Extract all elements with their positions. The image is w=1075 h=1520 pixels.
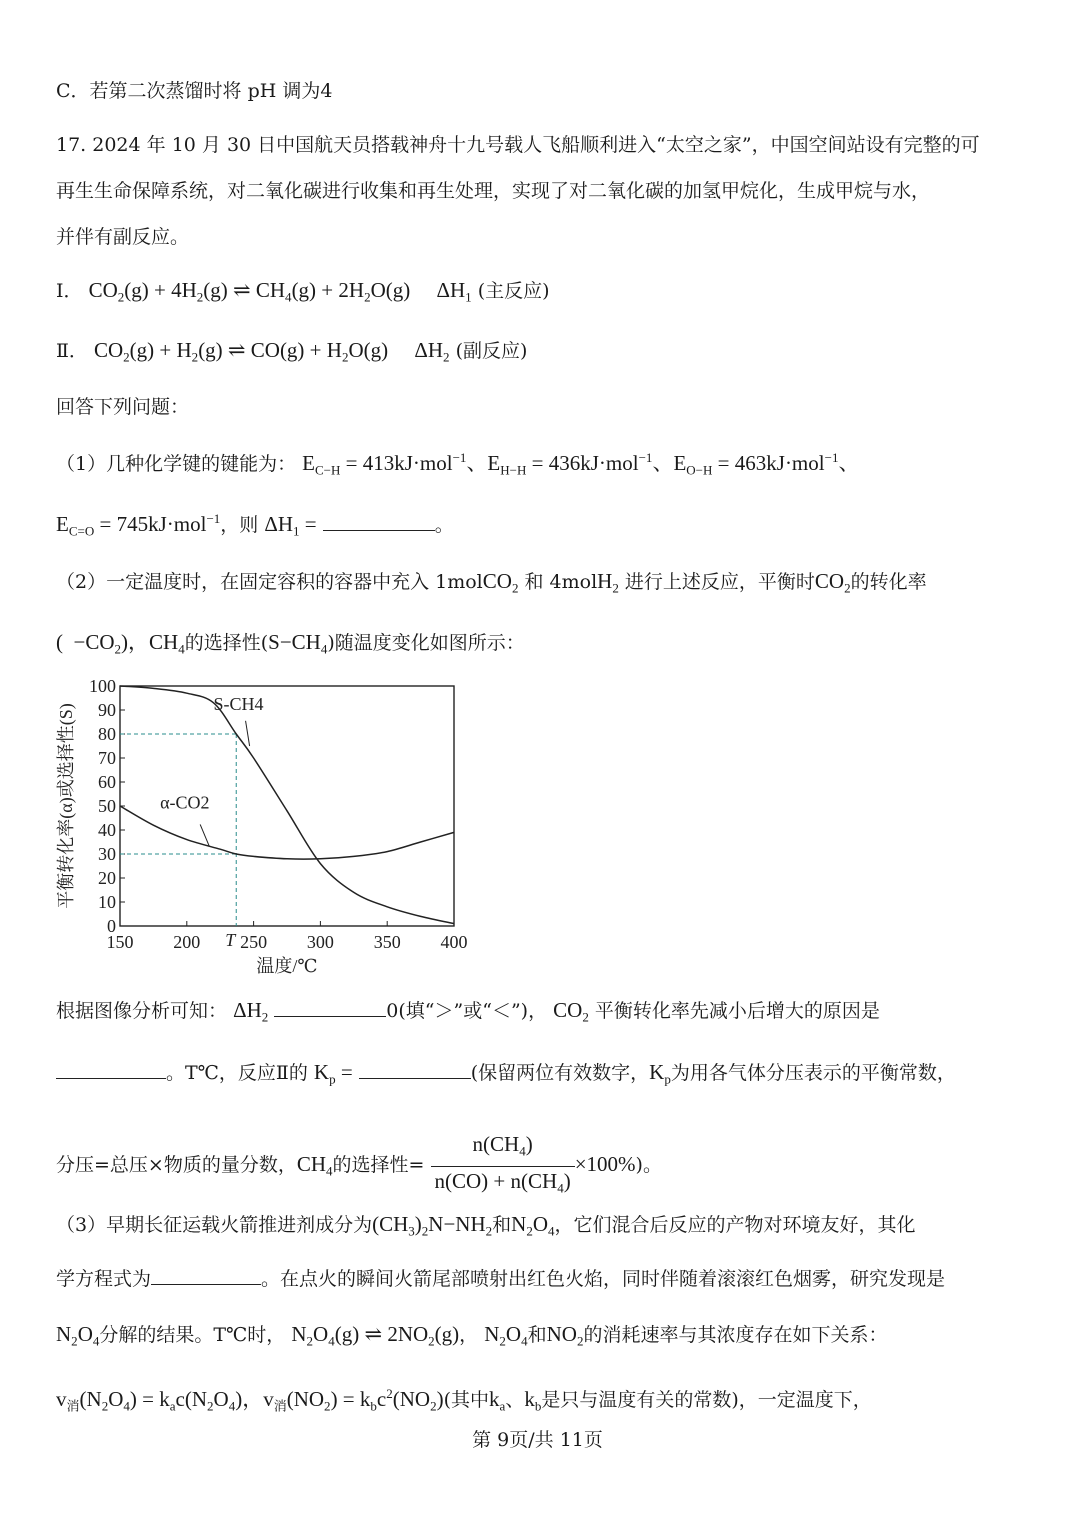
answer-blank-dh2-sign[interactable] (274, 998, 386, 1017)
y-tick-label: 40 (98, 820, 116, 840)
y-tick-label: 100 (89, 676, 116, 696)
series-label-alpha-co2: α-CO2 (160, 792, 210, 813)
q17-intro-line2: 再生生命保障系统，对二氧化碳进行收集和再生处理，实现了对二氧化碳的加氢甲烷化，生成甲烷与水， (56, 180, 931, 202)
reaction-1: Ⅰ． $CO_2(g) + 4H_2(g)$ ⇌ $CH_4(g) + 2H_2O(g)$ $\Delta H_1$ (主反应) (56, 278, 550, 305)
y-tick-label: 80 (98, 724, 116, 744)
q17-intro-line3: 并伴有副反应。 (56, 226, 190, 248)
answer-blank-dh1[interactable] (323, 512, 435, 531)
y-tick-label: 0 (107, 916, 116, 936)
analysis-line1: 根据图像分析可知： $\Delta H_2$ 0(填“＞”或“＜”)， $CO_2$ 平衡转化率先减小后增大的原因是 (56, 998, 880, 1025)
series-label-s-ch4: S-CH4 (213, 694, 264, 714)
analysis-line2: 。T℃，反应Ⅱ的 $K_p$ = (保留两位有效数字，$K_p$为用各气体分压表示的平衡常数， (56, 1058, 956, 1094)
part3-line1: （3）早期长征运载火箭推进剂成分为$(CH_3)_2N-NH_2$和$N_2O_4$，它们混合后反应的产物对环境友好，其化 (56, 1212, 916, 1239)
selectivity-fraction: $\frac{n(CH_4)}{n(CO) + n(CH_4)}$ (431, 1130, 575, 1202)
x-tick-label: 350 (373, 932, 401, 952)
page-footer: 第 9页/共 11页 (472, 1429, 603, 1451)
y-tick-label: 30 (98, 844, 116, 864)
part3-line3: $N_2O_4$分解的结果。T℃时， $N_2O_4(g)$ ⇌ $2NO_2(g)$， $N_2O_4$和$NO_2$的消耗速率与其浓度存在如下关系： (56, 1322, 888, 1349)
reaction-2-equation: $CO_2(g) + H_2(g)$ ⇌ $CO(g) + H_2O(g)$ $\Delta H_2$ (93, 338, 450, 365)
y-tick-label: 50 (98, 796, 116, 816)
series-leader-s-ch4 (246, 721, 250, 746)
y-tick-label: 10 (98, 892, 116, 912)
part1-line2: $E_{C=O} = 745kJ\cdot mol^{-1}$，则 $\Delta H_1$ = 。 (56, 511, 454, 539)
series-line-alpha-co2 (120, 806, 454, 859)
x-tick-label: 150 (106, 932, 134, 952)
x-tick-label: 400 (440, 932, 468, 952)
y-tick-label: 60 (98, 772, 116, 792)
part2-line1: （2）一定温度时，在固定容积的容器中充入 1molCO$_2$ 和 4molH$_2$ 进行上述反应，平衡时$CO_2$的转化率 (56, 569, 927, 596)
part3-line2: 学方程式为 。在点火的瞬间火箭尾部喷射出红色火焰，同时伴随着滚滚红色烟雾，研究发现是 (56, 1268, 946, 1290)
answer-blank-reason[interactable] (56, 1060, 166, 1079)
answer-prompt: 回答下列问题： (56, 396, 190, 418)
option-c: C．若第二次蒸馏时将 pH 调为4 (56, 80, 333, 102)
bond-energies: $E_{C-H} = 413kJ\cdot mol^{-1}$、$E_{H-H} = 436kJ\cdot mol^{-1}$、$E_{O-H} = 463kJ\cdot mol^{-1}$、 (302, 450, 860, 478)
answer-blank-kp[interactable] (359, 1060, 471, 1079)
answer-blank-equation[interactable] (151, 1266, 261, 1285)
reaction-2: Ⅱ． $CO_2(g) + H_2(g)$ ⇌ $CO(g) + H_2O(g)$ $\Delta H_2$ (副反应) (56, 338, 528, 365)
q17-intro-line1: 17. 2024 年 10 月 30 日中国航天员搭载神舟十九号载人飞船顺利进入“太空之家”，中国空间站设有完整的可 (56, 134, 980, 156)
selectivity-conversion-chart (52, 674, 482, 984)
x-axis-label: 温度/℃ (256, 956, 318, 976)
x-tick-label: 200 (173, 932, 201, 952)
reaction-1-equation: $CO_2(g) + 4H_2(g)$ ⇌ $CH_4(g) + 2H_2O(g)$ $\Delta H_1$ (88, 278, 472, 305)
y-tick-label: 70 (98, 748, 116, 768)
x-tick-label: 250 (240, 932, 268, 952)
x-tick-label: 300 (306, 932, 334, 952)
y-tick-label: 90 (98, 700, 116, 720)
analysis-line3: 分压=总压×物质的量分数，$CH_4$的选择性= $\frac{n(CH_4)}{n(CO) + n(CH_4)}$ ×100%)。 (56, 1130, 662, 1202)
chart-plot-area (55, 676, 468, 976)
part1-line1: （1）几种化学键的键能为： $E_{C-H} = 413kJ\cdot mol^{-1}$、$E_{H-H} = 436kJ\cdot mol^{-1}$、$E_{O-H} = 463kJ\cdot mol^{-1}$、 (56, 450, 860, 478)
y-axis-label: 平衡转化率(α)或选择性(S) (56, 703, 76, 909)
y-tick-label: 20 (98, 868, 116, 888)
part2-line2: ( $-CO_2$)，$CH_4$的选择性$(S-CH_4)$随温度变化如图所示： (56, 630, 525, 657)
part3-line4: $v_消(N_2O_4) = k_ac(N_2O_4)$，$v_消(NO_2) = k_bc^2(NO_2)$(其中$k_a$、$k_b$是只与温度有关的常数)，一定温度下， (56, 1386, 872, 1414)
t-marker-label: T (225, 930, 236, 950)
